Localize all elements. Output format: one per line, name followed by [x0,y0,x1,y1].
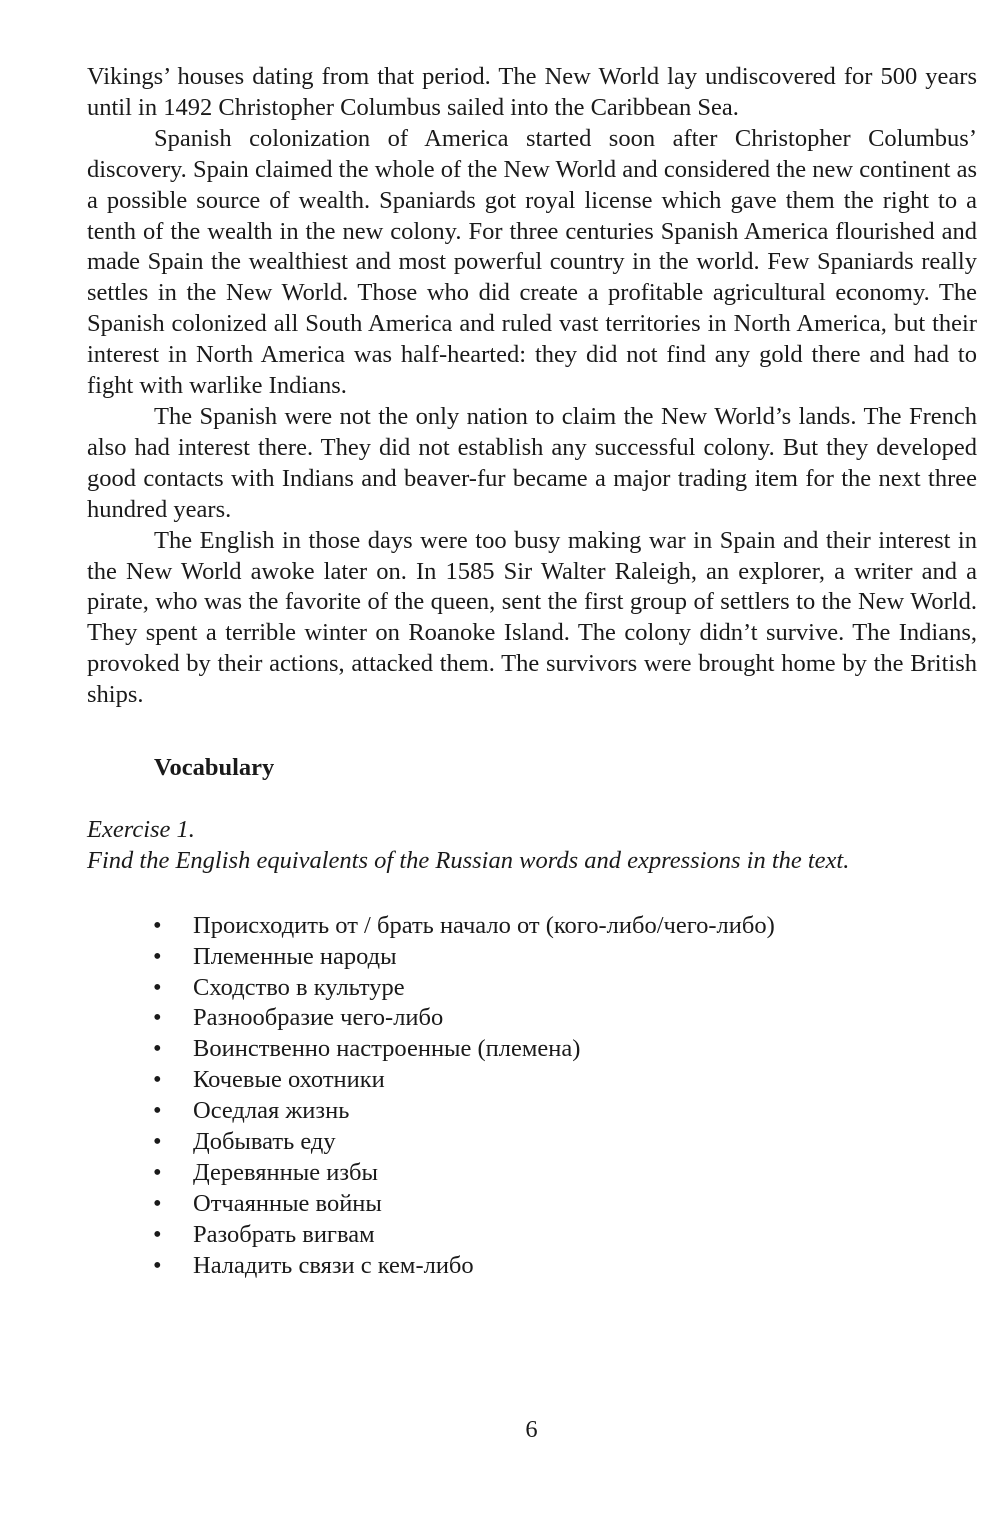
list-item [87,942,977,973]
list-item [87,1220,977,1251]
list-item [87,1065,977,1096]
list-item-text: Сходство в культуре [193,973,405,1001]
list-item-text: Разобрать вигвам [193,1220,375,1248]
list-item-text: Разнообразие чего-либо [193,1004,444,1032]
bullet-icon: • [153,1189,162,1217]
bullet-icon: • [153,942,162,970]
bullet-icon: • [153,1220,162,1248]
list-item [87,973,977,1004]
list-item [87,1127,977,1158]
list-item [87,1096,977,1127]
exercise-label: Exercise 1. [87,815,195,843]
list-item [87,1251,977,1282]
bullet-icon: • [153,973,162,1001]
list-item [87,911,977,942]
bullet-icon: • [153,1004,162,1032]
vocabulary-heading: Vocabulary [154,754,275,782]
exercise-instruction: Find the English equivalents of the Russian words and expressions in the text. [87,846,850,874]
bullet-icon: • [153,1066,162,1094]
list-item [87,1003,977,1034]
paragraph-french: The Spanish were not the only nation to claim the New World’s lands. The French also had interest there. They did not establish any successful colony. But they developed good contacts with Indians and beaver-fur became a major trading item for the next three hundred years. [87,402,977,523]
bullet-icon: • [153,1251,162,1279]
bullet-icon: • [153,1097,162,1125]
list-item-text: Деревянные избы [193,1159,378,1186]
paragraph-english: The English in those days were too busy making war in Spain and their interest in the New World awoke later on. In 1585 Sir Walter Raleigh, an explorer, a writer and a pirate, who was the favorite of the queen, sent the first group of settlers to the New World. They spent a terrible winter on Roanoke Island. The colony didn’t survive. The Indians, provoked by their actions, attacked them. The survivors were brought home by the British ships. [87,526,977,709]
paragraph-spanish-colonization: Spanish colonization of America started soon after Christopher Columbus’ discovery. Spain claimed the whole of the New World and considered the new continent as a possible source of wealth. Spaniards got royal license which gave them the right to a tenth of the wealth in the new colony. For three centuries Spanish America flourished and made Spain the wealthiest and most powerful country in the world. Few Spaniards really settles in the New World. Those who did create a profitable agricultural economy. The Spanish colonized all South America and ruled vast territories in North America, but their interest in North America was half-hearted: they did not find any gold there and had to fight with warlike Indians. [87,124,977,400]
vocabulary-list [87,911,977,1282]
document-page [87,62,977,1282]
list-item-text: Отчаянные войны [193,1189,382,1217]
bullet-icon: • [153,1159,162,1186]
bullet-icon: • [153,911,162,939]
list-item [87,1189,977,1220]
page-number: 6 [525,1416,538,1443]
list-item [87,1034,977,1065]
paragraph-vikings: Vikings’ houses dating from that period. The New World lay undiscovered for 500 years until in 1492 Christopher Columbus sailed into the Caribbean Sea. [87,63,977,121]
list-item-text: Племенные народы [193,942,397,970]
list-item-text: Происходить от / брать начало от (кого-либо/чего-либо) [193,911,775,939]
bullet-icon: • [153,1035,162,1063]
list-item-text: Оседлая жизнь [193,1097,350,1125]
list-item-text: Наладить связи с кем-либо [193,1251,474,1279]
list-item-text: Кочевые охотники [193,1066,385,1094]
list-item [87,1158,977,1189]
bullet-icon: • [153,1128,162,1156]
list-item-text: Добывать еду [193,1128,336,1156]
list-item-text: Воинственно настроенные (племена) [193,1035,581,1063]
